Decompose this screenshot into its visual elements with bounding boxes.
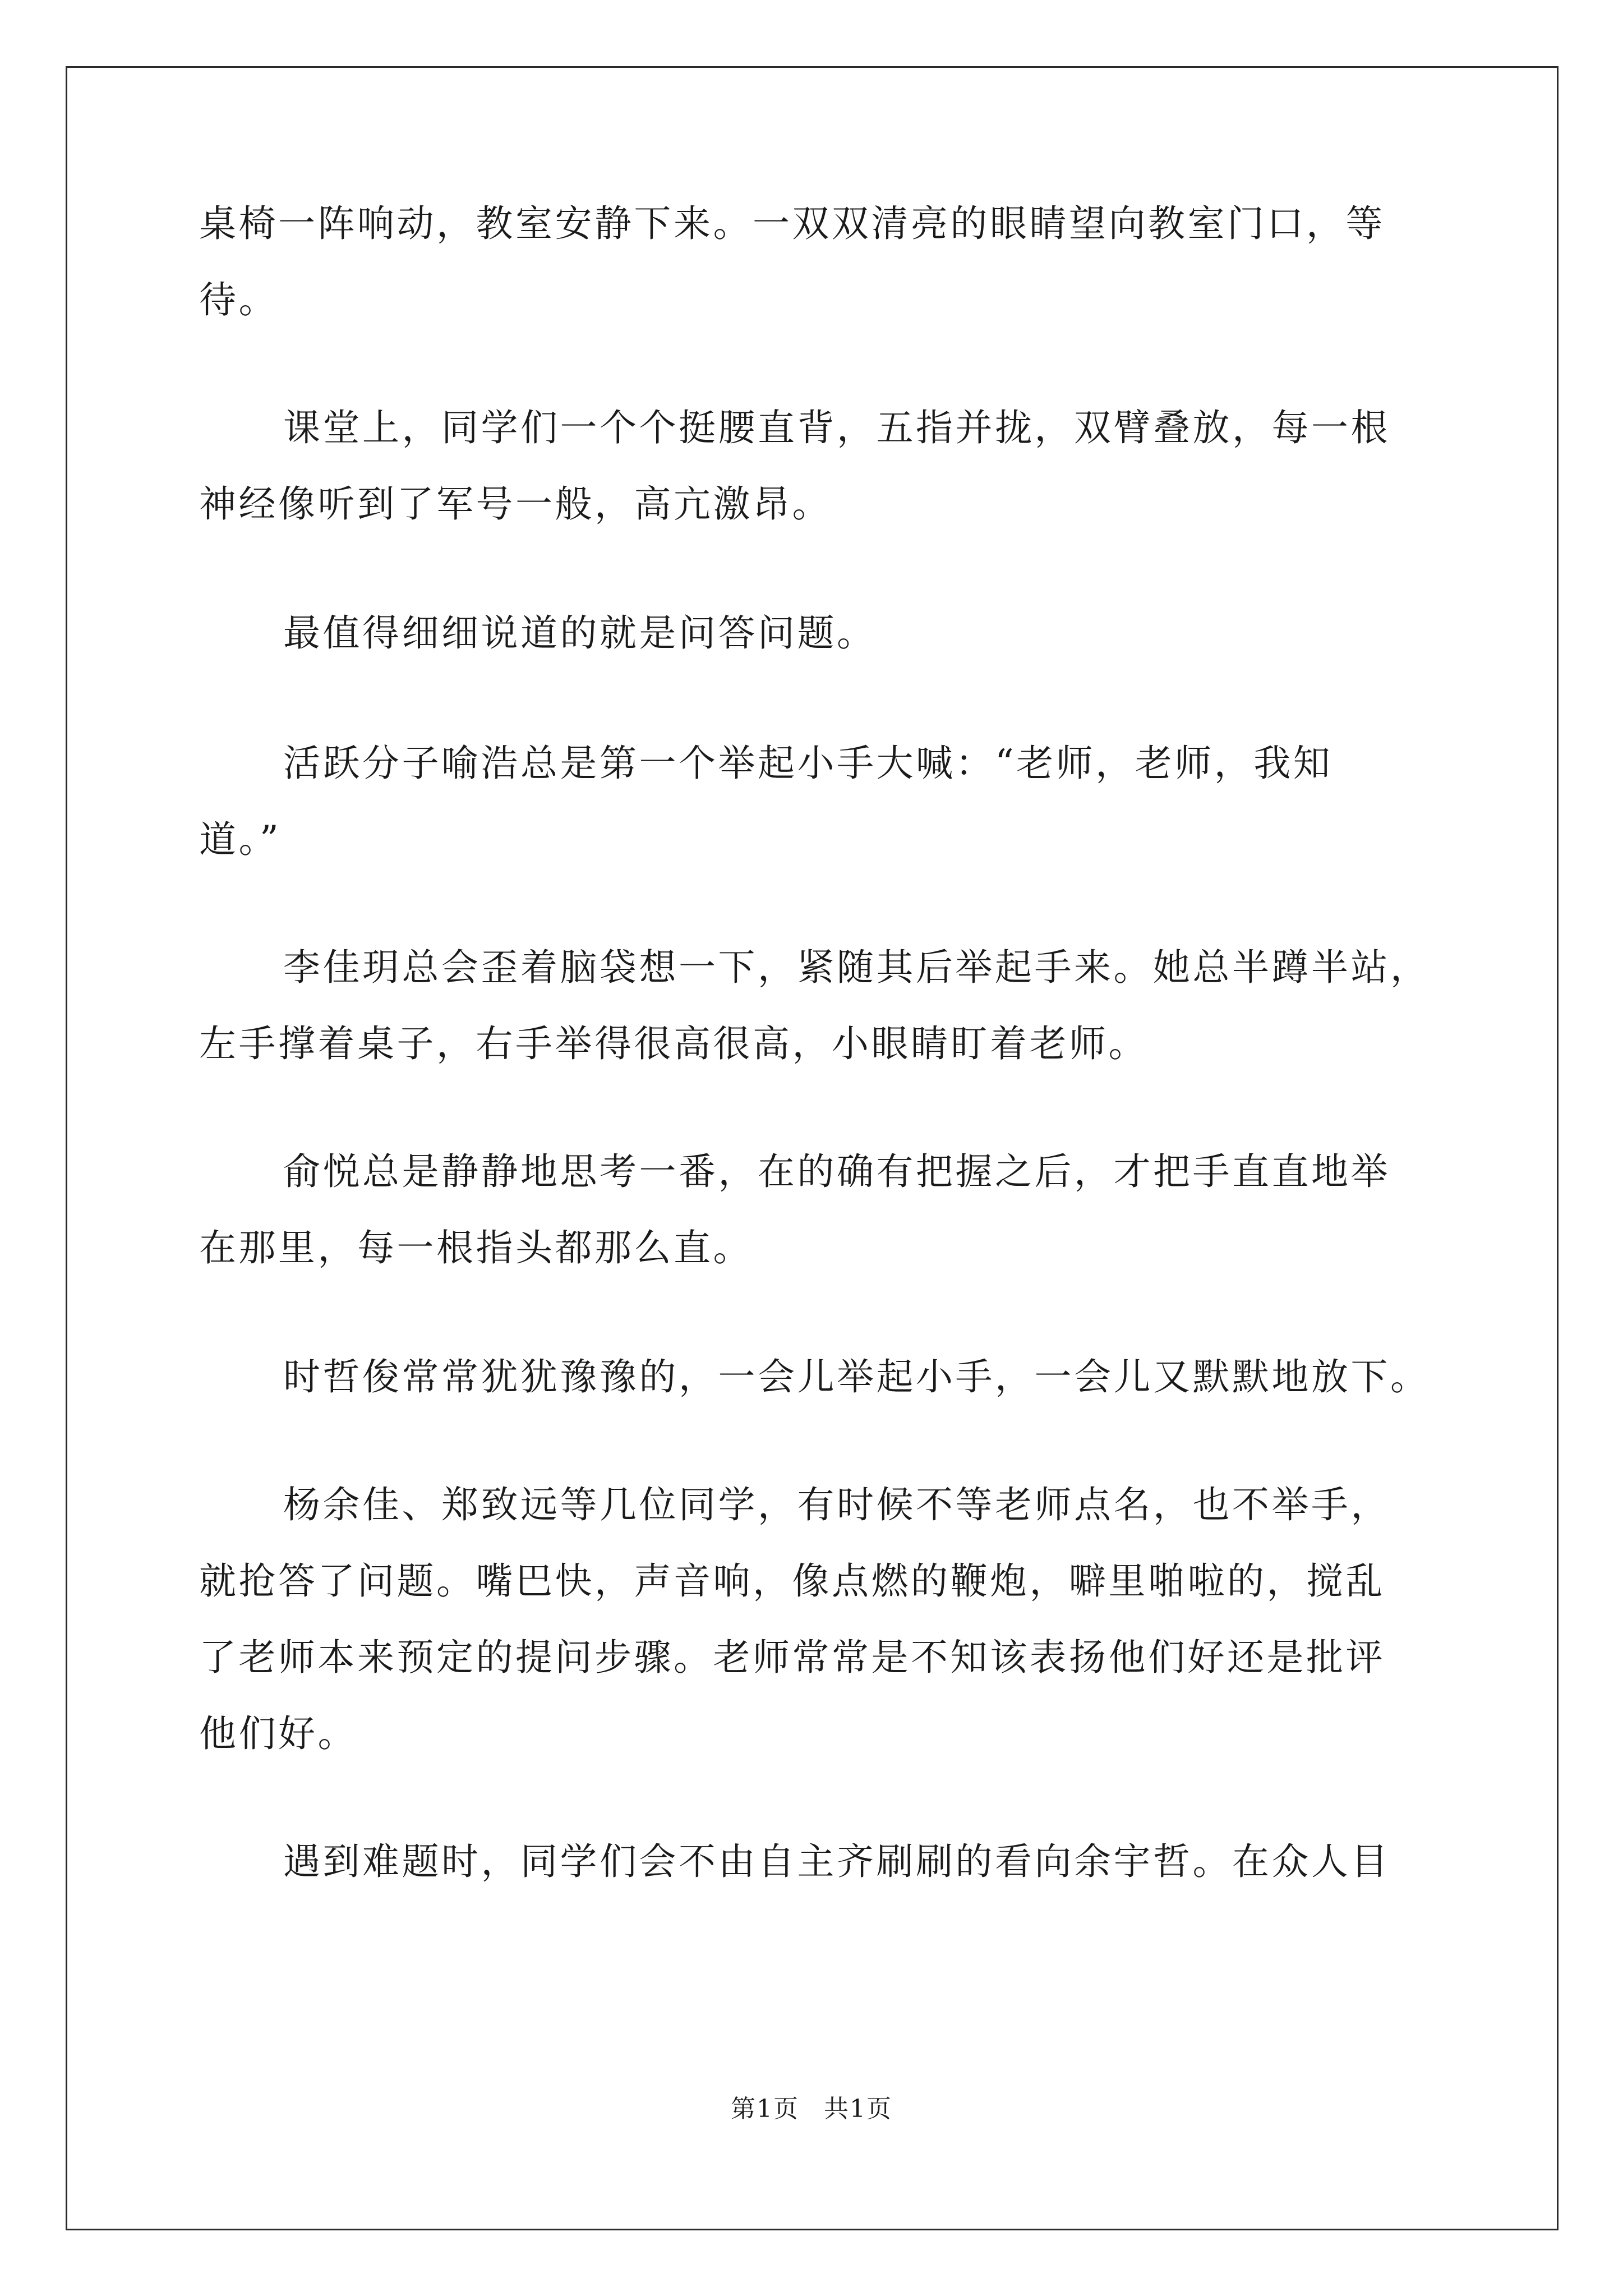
- text-line: 在那里，每一根指头都那么直。: [199, 1226, 753, 1269]
- text-line: 待。: [199, 278, 278, 321]
- text-line: 道。”: [199, 818, 282, 861]
- text-line: 左手撑着桌子，右手举得很高很高，小眼睛盯着老师。: [199, 1022, 1148, 1065]
- page-border: [66, 66, 1559, 2230]
- paragraph-start-line: 活跃分子喻浩总是第一个举起小手大喊：“老师，老师，我知: [283, 742, 1333, 785]
- paragraph-start-line: 遇到难题时，同学们会不由自主齐刷刷的看向余宇哲。在众人目: [283, 1840, 1390, 1883]
- paragraph-start-line: 俞悦总是静静地思考一番，在的确有把握之后，才把手直直地举: [283, 1150, 1390, 1193]
- paragraph-start-line: 课堂上，同学们一个个挺腰直背，五指并拢，双臂叠放，每一根: [283, 406, 1390, 449]
- paragraph-start-line: 李佳玥总会歪着脑袋想一下，紧随其后举起手来。她总半蹲半站，: [283, 946, 1430, 989]
- text-line: 了老师本来预定的提问步骤。老师常常是不知该表扬他们好还是批评: [199, 1636, 1385, 1679]
- paragraph-start-line: 时哲俊常常犹犹豫豫的，一会儿举起小手，一会儿又默默地放下。: [283, 1355, 1430, 1398]
- text-line: 桌椅一阵响动，教室安静下来。一双双清亮的眼睛望向教室门口，等: [199, 202, 1385, 245]
- page-footer: [0, 2097, 1623, 2122]
- paragraph-start-line: 杨余佳、郑致远等几位同学，有时候不等老师点名，也不举手，: [283, 1483, 1390, 1526]
- text-line: 神经像听到了军号一般，高亢激昂。: [199, 482, 832, 526]
- text-line: 他们好。: [199, 1712, 357, 1755]
- text-line: 就抢答了问题。嘴巴快，声音响，像点燃的鞭炮，噼里啪啦的，搅乱: [199, 1559, 1385, 1603]
- paragraph-start-line: 最值得细细说道的就是问答问题。: [283, 611, 877, 655]
- page-total: 共1页: [824, 2095, 892, 2123]
- page-number: 第1页: [731, 2095, 799, 2123]
